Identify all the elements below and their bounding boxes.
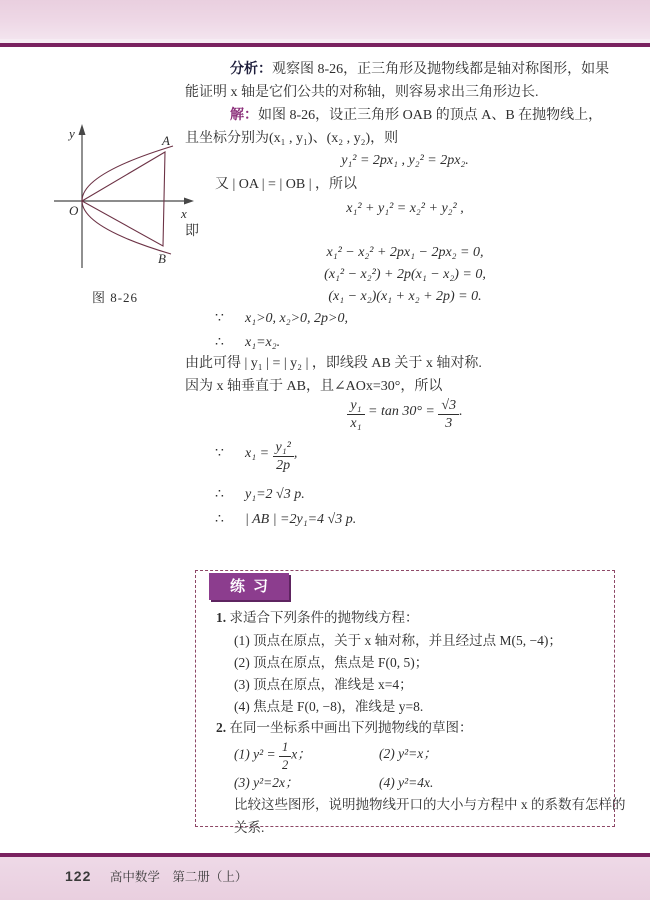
point-b-label: B: [158, 251, 166, 266]
point-a-label: A: [162, 133, 170, 148]
y-axis-label: y: [69, 126, 75, 141]
because-symbol: ∵: [215, 311, 224, 326]
q1-number: 1.: [216, 610, 227, 625]
practice-box: [195, 570, 626, 835]
x-axis-arrow-icon: [184, 198, 194, 205]
equation-expand: x₁² − x₂² + 2px₁ − 2px₂ = 0,: [326, 245, 484, 260]
therefore-symbol-2: ∴: [215, 487, 224, 502]
therefore-symbol-3: ∴: [215, 512, 224, 527]
y-axis-arrow-icon: [79, 124, 86, 135]
book-title: 高中数学 第二册（上）: [109, 870, 248, 884]
parabola-curve: [82, 146, 173, 254]
equation-parabola-defs: y₁² = 2px₁ , y₂² = 2px₂.: [341, 153, 469, 168]
origin-label: O: [69, 203, 79, 218]
therefore-line-3: ∴ | AB | =2y₁=4 √3 p.: [215, 512, 357, 527]
fraction-sqrt3-3: $\frac{√3}{3}$: [438, 398, 459, 431]
solution-line-2: 且坐标分别为(x₁ , y₁)、(x₂ , y₂)，则: [185, 131, 399, 146]
bottom-decorative-band: [0, 857, 650, 900]
equation-factor-1: (x₁² − x₂²) + 2p(x₁ − x₂) = 0,: [324, 267, 486, 282]
because-line-2: ∵ x₁ = $\frac{\text{y₁²}}{2p}$ ,: [215, 440, 298, 473]
solution-line-3: 又 | OA | = | OB | ，所以: [215, 177, 358, 192]
solution-label: 解：: [230, 108, 258, 123]
practice-q2-sub4: (4) y²=4x.: [379, 775, 434, 790]
equation-tan30: $\frac{\text{y₁}}{\text{x₁}}$ = tan 30° = $\frac{√3}{3}$ .: [185, 398, 625, 431]
practice-q2-sub1: (1) y² = $\frac{1}{2}$ x；: [234, 740, 311, 772]
triangle-oab: [82, 152, 165, 246]
figure-8-26: [33, 122, 197, 306]
practice-q1-sub4: (4) 焦点是 F(0, −8)，准线是 y=8.: [234, 699, 424, 714]
practice-q2-stem: 2. 在同一坐标系中画出下列抛物线的草图：: [216, 720, 473, 735]
top-purple-rule: [0, 43, 650, 47]
practice-q2-sub2: (2) y²=x；: [379, 746, 437, 761]
page-footer: [65, 867, 247, 886]
because-line-1: ∵ x₁>0, x₂>0, 2p>0,: [215, 311, 349, 326]
parabola-triangle-diagram: [33, 122, 197, 274]
solution-line-4: 即: [185, 224, 199, 239]
analysis-label: 分析：: [230, 62, 272, 77]
practice-header: 练习: [209, 573, 289, 600]
practice-q1-sub1: (1) 顶点在原点，关于 x 轴对称，并且经过点 M(5, −4)；: [234, 633, 562, 648]
solution-line-1: 解：如图 8-26，设正三角形 OAB 的顶点 A、B 在抛物线上，: [230, 108, 603, 123]
therefore-symbol: ∴: [215, 335, 224, 350]
practice-q1-sub2: (2) 顶点在原点，焦点是 F(0, 5)；: [234, 655, 429, 670]
fraction-y1sq-2p: $\frac{\text{y₁²}}{2p}$: [273, 440, 294, 473]
practice-q1-sub3: (3) 顶点在原点，准线是 x=4；: [234, 677, 413, 692]
because-symbol-2: ∵: [215, 446, 224, 462]
x-axis-label: x: [181, 206, 187, 221]
page-number: 122: [65, 868, 92, 884]
top-decorative-band: [0, 0, 650, 39]
therefore-line-2: ∴ y₁=2 √3 p.: [215, 487, 305, 502]
analysis-line-1: 分析：观察图 8-26，正三角形及抛物线都是轴对称图形，如果: [230, 62, 610, 77]
figure-caption: 图 8-26: [91, 290, 139, 305]
fraction-one-half: $\frac{1}{2}$: [279, 740, 291, 773]
analysis-line-2: 能证明 x 轴是它们公共的对称轴，则容易求出三角形边长.: [185, 85, 539, 100]
equation-oa-ob: x₁² + y₁² = x₂² + y₂² ,: [346, 201, 464, 216]
fraction-y1-x1: $\frac{\text{y₁}}{\text{x₁}}$: [347, 398, 364, 431]
equation-factor-2: (x₁ − x₂)(x₁ + x₂ + 2p) = 0.: [328, 289, 482, 304]
practice-q2-sub3: (3) y²=2x；: [234, 775, 299, 790]
therefore-line-1: ∴ x₁=x₂.: [215, 335, 281, 350]
practice-q2-note-1: 比较这些图形，说明抛物线开口的大小与方程中 x 的系数有怎样的: [234, 797, 626, 812]
practice-q2-note-2: 关系.: [234, 820, 265, 835]
practice-q1-stem: 1. 求适合下列条件的抛物线方程：: [216, 610, 419, 625]
q2-number: 2.: [216, 720, 227, 735]
solution-line-6: 因为 x 轴垂直于 AB，且∠AOx=30°，所以: [185, 379, 443, 394]
solution-line-5: 由此可得 | y₁ | = | y₂ | ，即线段 AB 关于 x 轴对称.: [185, 356, 482, 371]
